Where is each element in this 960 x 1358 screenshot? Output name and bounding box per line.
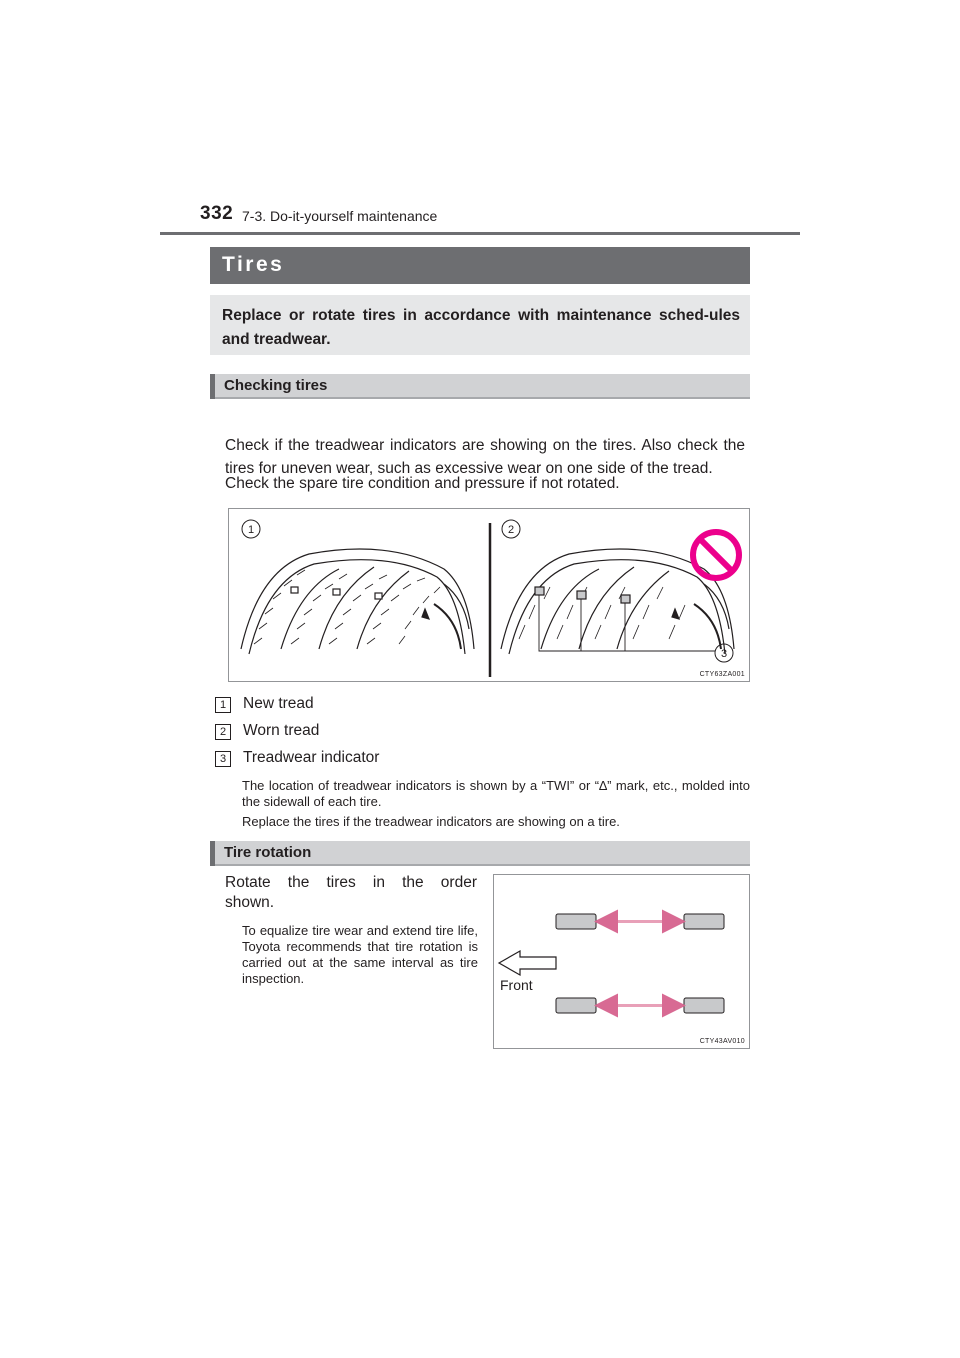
rotation-paragraph-line1: Rotate the tires in the order: [225, 874, 477, 891]
front-direction-arrow: [499, 951, 556, 975]
tire-rotation-heading: [210, 841, 750, 866]
intro-box: [210, 295, 750, 355]
rotation-figure: [493, 874, 750, 1049]
front-right-tire: [684, 914, 724, 929]
checking-tires-heading-text: Checking tires: [224, 377, 328, 394]
tread-figure-code: CTY63ZA001: [699, 671, 745, 678]
rotation-diagram: [494, 875, 749, 1048]
legend-number: 2: [215, 724, 231, 740]
worn-tread-tire: [501, 549, 734, 654]
tire-rotation-heading-text: Tire rotation: [224, 844, 312, 861]
rotation-paragraph-line2: shown.: [225, 894, 275, 911]
rotation-figure-code: CTY43AV010: [699, 1038, 745, 1045]
page-title-bar: [210, 247, 750, 284]
section-breadcrumb: 7-3. Do-it-yourself maintenance: [242, 208, 438, 224]
legend-label: New tread: [243, 695, 314, 712]
checking-paragraph-2: Check the spare tire condition and pressure if not rotated.: [225, 475, 620, 492]
callout-2-label: 2: [507, 524, 515, 536]
legend-number: 3: [215, 751, 231, 767]
checking-paragraph-1: Check if the treadwear indicators are showing on the tires. Also check the tires for uneven wear, such as excessive wear on one side of the tread.: [225, 437, 745, 477]
legend-number: 1: [215, 697, 231, 713]
replace-note: Replace the tires if the treadwear indicators are showing on a tire.: [242, 814, 620, 829]
front-left-tire: [556, 914, 596, 929]
legend-label: Treadwear indicator: [243, 749, 380, 766]
treadwear-note: The location of treadwear indicators is shown by a “TWI” or “∆” mark, etc., molded into the sidewall of each tire.: [242, 778, 750, 809]
front-label: Front: [500, 977, 533, 993]
new-tread-tire: [241, 549, 474, 654]
tread-figure: [228, 508, 750, 682]
legend-label: Worn tread: [243, 722, 320, 739]
rotation-note: To equalize tire wear and extend tire life, Toyota recommends that tire rotation is carried out at the same interval as tire inspection.: [242, 923, 478, 986]
page-title: Tires: [222, 253, 285, 276]
callout-3-label: 3: [720, 648, 728, 660]
intro-text: Replace or rotate tires in accordance with maintenance sched-ules and treadwear.: [222, 307, 740, 348]
checking-tires-heading: [210, 374, 750, 399]
header-divider: [160, 232, 800, 235]
rear-left-tire: [556, 998, 596, 1013]
tread-illustration: [229, 509, 749, 681]
no-entry-icon: [693, 532, 739, 578]
page-number: 332: [200, 203, 234, 224]
rear-right-tire: [684, 998, 724, 1013]
callout-1-label: 1: [247, 524, 255, 536]
